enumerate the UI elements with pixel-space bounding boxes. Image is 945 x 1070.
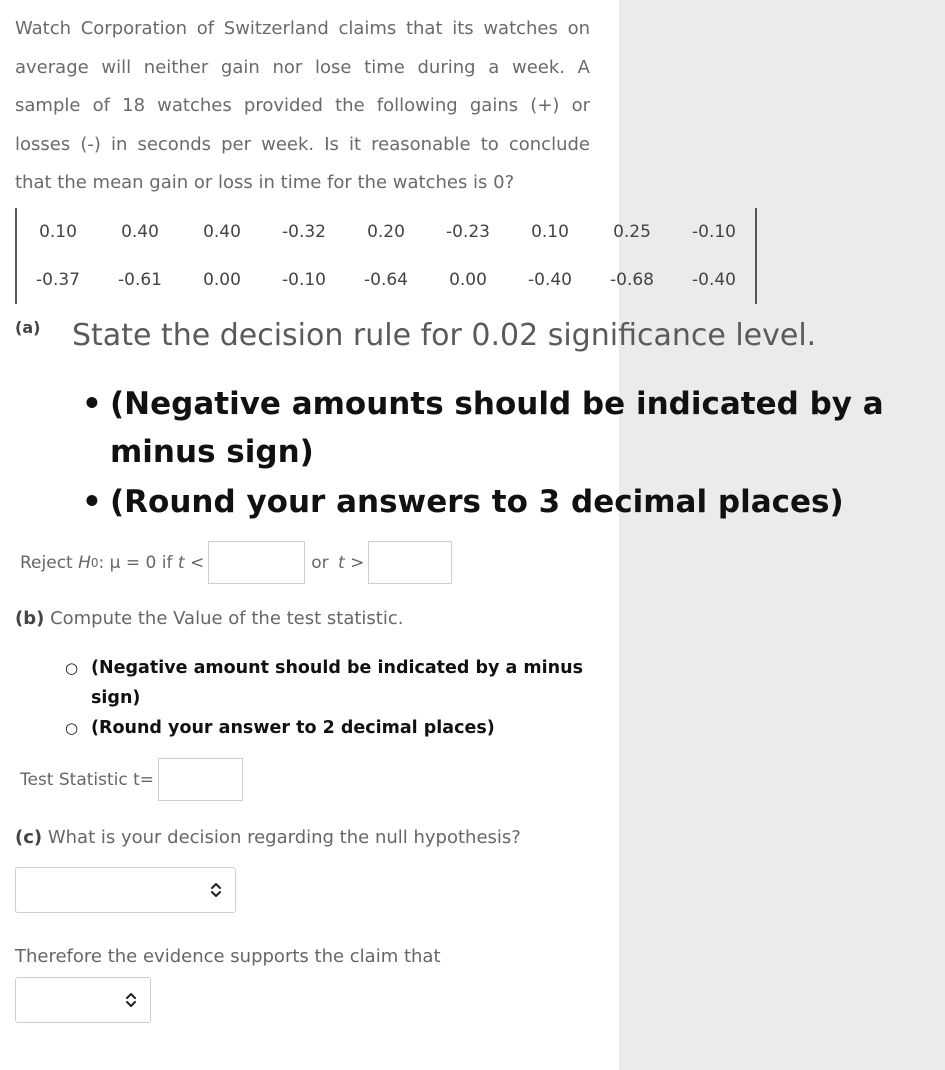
decision-select[interactable] — [15, 867, 236, 913]
upper-critical-value-input[interactable] — [368, 541, 452, 584]
intro-line: average will neither gain nor lose time during a week. A — [15, 56, 590, 78]
decision-rule-row — [20, 540, 452, 585]
intro-line: Watch Corporation of Switzerland claims that its watches on — [15, 18, 590, 39]
table-cell: -0.10 — [282, 270, 326, 290]
instruction-item: • (Negative amounts should be indicated by a minus sign) — [82, 380, 932, 476]
table-cell: -0.68 — [610, 270, 654, 290]
table-cell: 0.10 — [531, 222, 569, 242]
table-cell: -0.64 — [364, 270, 408, 290]
part-a-label: (a) — [15, 318, 41, 337]
table-row — [16, 256, 756, 304]
t-symbol: t — [338, 552, 345, 573]
test-statistic-label: Test Statistic t= — [20, 769, 155, 790]
greater-than-sign: > — [344, 552, 365, 573]
intro-line: sample of 18 watches provided the following gains (+) or — [15, 95, 590, 116]
h-symbol: H — [78, 552, 91, 573]
part-c-question — [15, 827, 521, 848]
chevron-up-down-icon — [124, 990, 138, 1010]
table-cell: 0.25 — [613, 222, 651, 242]
lower-critical-value-input[interactable] — [208, 541, 305, 584]
part-b-label: (b) — [15, 608, 45, 629]
claim-select[interactable] — [15, 977, 151, 1023]
t-symbol: t — [177, 552, 185, 573]
test-statistic-row — [20, 758, 243, 801]
instruction-item: ○ (Round your answer to 2 decimal places) — [65, 713, 605, 743]
table-cell: -0.23 — [446, 222, 490, 242]
part-b-question — [15, 608, 403, 629]
table-cell: -0.61 — [118, 270, 162, 290]
table-cell: -0.37 — [16, 256, 99, 304]
table-cell: 0.20 — [367, 222, 405, 242]
table-cell: 0.40 — [203, 222, 241, 242]
or-text: or — [311, 552, 335, 573]
table-cell: 0.10 — [16, 208, 99, 256]
table-cell: -0.40 — [673, 256, 756, 304]
table-cell: 0.00 — [203, 270, 241, 290]
table-cell: -0.32 — [282, 222, 326, 242]
reject-condition: : μ = 0 if — [98, 552, 178, 573]
intro-line: that the mean gain or loss in time for the watches is 0? — [15, 172, 515, 193]
table-row — [16, 208, 756, 256]
instruction-item: ○ (Negative amount should be indicated by a minus sign) — [65, 653, 605, 713]
chevron-up-down-icon — [209, 880, 223, 900]
instruction-item: • (Round your answers to 3 decimal places) — [82, 478, 932, 526]
reject-prefix: Reject — [20, 552, 79, 573]
intro-line: losses (-) in seconds per week. Is it reasonable to conclude — [15, 133, 590, 155]
less-than-sign: < — [184, 552, 205, 573]
part-a-instructions — [82, 380, 932, 528]
test-statistic-input[interactable] — [158, 758, 243, 801]
question-intro — [15, 10, 590, 203]
therefore-text: Therefore the evidence supports the claim that — [15, 946, 441, 967]
table-cell: -0.10 — [673, 208, 756, 256]
part-c-label: (c) — [15, 827, 43, 848]
table-cell: 0.40 — [121, 222, 159, 242]
watch-data-table — [15, 208, 757, 304]
table-cell: 0.00 — [449, 270, 487, 290]
part-c-text: What is your decision regarding the null hypothesis? — [42, 827, 521, 848]
part-b-instructions — [65, 653, 605, 743]
part-a-question: State the decision rule for 0.02 significance level. — [72, 318, 817, 353]
part-b-text: Compute the Value of the test statistic. — [44, 608, 404, 629]
table-cell: -0.40 — [528, 270, 572, 290]
h-subscript: 0 — [90, 555, 99, 570]
